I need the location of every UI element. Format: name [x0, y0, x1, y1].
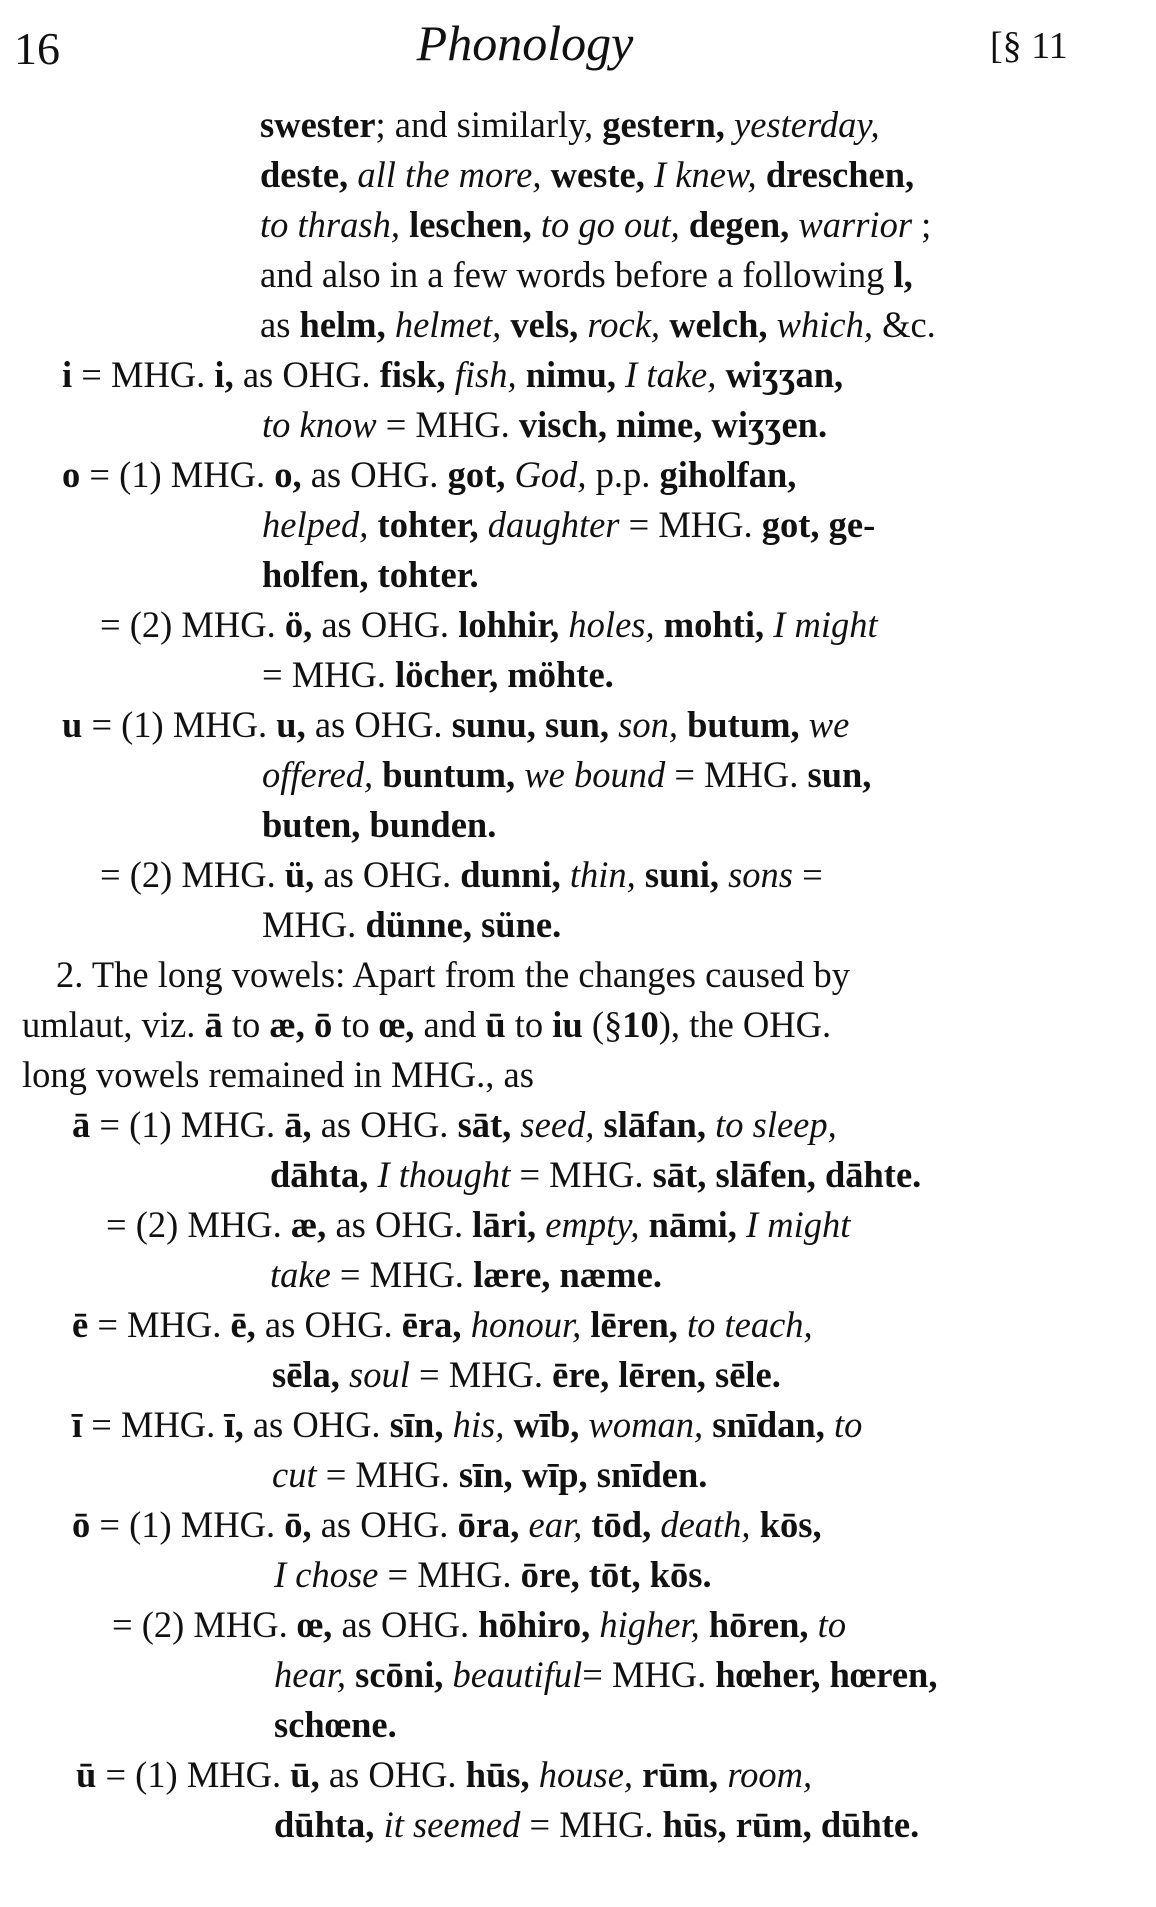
text-run: (§: [582, 1004, 623, 1045]
text-line: [260, 100, 880, 150]
italic-gloss: to go out,: [540, 204, 680, 245]
bold-term: wiʒʒan,: [725, 354, 844, 395]
italic-gloss: cut: [272, 1454, 317, 1495]
italic-gloss: helmet,: [394, 304, 502, 345]
text-run: &c.: [872, 304, 936, 345]
bold-term: sāt, slāfen, dāhte.: [652, 1154, 922, 1195]
italic-gloss: to sleep,: [715, 1104, 837, 1145]
bold-term: mohti,: [663, 604, 765, 645]
text-run: = MHG.: [88, 1304, 231, 1345]
text-run: [764, 604, 773, 645]
italic-gloss: house,: [538, 1754, 634, 1795]
text-run: [515, 754, 524, 795]
italic-gloss: soul: [349, 1354, 410, 1395]
text-line: [56, 950, 850, 1000]
text-run: to: [505, 1004, 553, 1045]
text-run: = MHG.: [316, 1454, 459, 1495]
italic-gloss: to teach,: [687, 1304, 813, 1345]
text-run: [536, 1204, 545, 1245]
text-run: p.p.: [586, 454, 660, 495]
italic-gloss: higher,: [599, 1604, 700, 1645]
text-run: = MHG.: [376, 404, 519, 445]
italic-gloss: rock,: [587, 304, 661, 345]
bold-term: l,: [893, 254, 913, 295]
bold-term: hœher, hœren,: [715, 1654, 938, 1695]
text-line: [270, 1250, 662, 1300]
italic-gloss: holes,: [568, 604, 655, 645]
text-line: [22, 1000, 831, 1050]
italic-gloss: thin,: [569, 854, 636, 895]
bold-term: buntum,: [382, 754, 516, 795]
text-run: as OHG.: [312, 604, 459, 645]
text-line: [260, 300, 936, 350]
text-run: [640, 1204, 649, 1245]
text-run: [348, 154, 357, 195]
bold-term: dreschen,: [765, 154, 915, 195]
running-header: [0, 14, 1156, 74]
text-run: = MHG.: [262, 654, 396, 695]
bold-term: ōra,: [457, 1504, 520, 1545]
italic-gloss: honour,: [470, 1304, 582, 1345]
bold-term: swester: [260, 104, 376, 145]
text-run: = MHG.: [665, 754, 808, 795]
italic-gloss: death,: [660, 1504, 751, 1545]
text-run: [616, 354, 625, 395]
text-run: [703, 1404, 712, 1445]
bold-term: helm,: [299, 304, 386, 345]
bold-term: nāmi,: [648, 1204, 737, 1245]
text-run: [581, 1304, 590, 1345]
text-run: [645, 154, 654, 195]
text-line: [262, 400, 827, 450]
text-run: [517, 354, 526, 395]
text-run: [590, 1604, 599, 1645]
text-run: long vowels remained in MHG., as: [22, 1054, 534, 1095]
text-run: [757, 154, 766, 195]
bold-term: ū: [76, 1754, 97, 1795]
italic-gloss: I might: [773, 604, 878, 645]
text-run: as OHG.: [305, 704, 452, 745]
text-run: [809, 1604, 818, 1645]
text-run: [346, 1654, 355, 1695]
text-run: [305, 1004, 314, 1045]
bold-term: sēla,: [272, 1354, 340, 1395]
italic-gloss: daughter: [487, 504, 620, 545]
text-line: [274, 1700, 397, 1750]
italic-gloss: to: [817, 1604, 847, 1645]
bold-term: rūm,: [642, 1754, 719, 1795]
bold-term: sunu, sun,: [451, 704, 609, 745]
text-run: as: [260, 304, 300, 345]
bold-term: vels,: [510, 304, 579, 345]
page-number: 16: [14, 23, 60, 74]
bold-term: hōren,: [708, 1604, 809, 1645]
text-line: [62, 350, 843, 400]
text-line: [72, 1500, 822, 1550]
text-run: [718, 1754, 727, 1795]
bold-term: iu: [552, 1004, 583, 1045]
text-run: [374, 1804, 383, 1845]
text-run: [594, 1104, 603, 1145]
text-run: = (1) MHG.: [90, 1104, 285, 1145]
text-run: as OHG.: [301, 454, 448, 495]
italic-gloss: I thought: [377, 1154, 511, 1195]
bold-term: ē,: [230, 1304, 256, 1345]
bold-term: ö,: [284, 604, 313, 645]
text-line: [274, 1650, 937, 1700]
bold-term: u: [62, 704, 83, 745]
text-run: [706, 1104, 715, 1145]
bold-term: weste,: [550, 154, 645, 195]
bold-term: giholfan,: [659, 454, 797, 495]
bold-term: ōre, tōt, kōs.: [520, 1554, 712, 1595]
text-run: [636, 854, 645, 895]
text-run: [660, 304, 669, 345]
text-run: [519, 1504, 528, 1545]
text-run: [655, 604, 664, 645]
italic-gloss: hear,: [274, 1654, 346, 1695]
bold-term: œ,: [378, 1004, 415, 1045]
text-run: as OHG.: [311, 1504, 458, 1545]
text-run: as OHG.: [319, 1754, 466, 1795]
text-run: MHG.: [262, 904, 366, 945]
text-line: [100, 600, 878, 650]
bold-term: lēren,: [590, 1304, 678, 1345]
bold-term: i,: [214, 354, 234, 395]
italic-gloss: yesterday,: [734, 104, 880, 145]
bold-term: lāri,: [472, 1204, 537, 1245]
text-line: [106, 1200, 850, 1250]
text-run: [579, 1404, 588, 1445]
italic-gloss: it seemed: [383, 1804, 521, 1845]
italic-gloss: warrior: [798, 204, 913, 245]
bold-term: sāt,: [457, 1104, 512, 1145]
text-run: as OHG.: [314, 854, 461, 895]
italic-gloss: room,: [727, 1754, 813, 1795]
italic-gloss: sons: [728, 854, 794, 895]
text-line: [260, 150, 914, 200]
bold-term: degen,: [688, 204, 790, 245]
bold-term: ēra,: [401, 1304, 462, 1345]
text-run: = MHG.: [582, 1654, 716, 1695]
italic-gloss: we bound: [524, 754, 666, 795]
bold-term: u,: [276, 704, 306, 745]
text-line: [22, 1050, 534, 1100]
italic-gloss: I might: [746, 1204, 851, 1245]
italic-gloss: I chose: [274, 1554, 379, 1595]
text-run: = (1) MHG.: [96, 1754, 291, 1795]
text-run: = MHG.: [72, 354, 215, 395]
text-line: [274, 1550, 712, 1600]
text-run: [479, 504, 488, 545]
bold-term: dunni,: [460, 854, 561, 895]
italic-gloss: I knew,: [653, 154, 757, 195]
text-line: [100, 850, 823, 900]
text-line: [262, 550, 479, 600]
text-run: [462, 1304, 471, 1345]
text-run: ;: [912, 204, 932, 245]
text-line: [262, 650, 614, 700]
text-run: [501, 304, 510, 345]
bold-term: nimu,: [525, 354, 617, 395]
text-run: = MHG.: [619, 504, 762, 545]
bold-term: lohhir,: [458, 604, 560, 645]
text-line: [72, 1300, 813, 1350]
text-run: [373, 754, 382, 795]
text-run: [609, 704, 618, 745]
bold-term: dünne, süne.: [365, 904, 562, 945]
text-run: [446, 354, 455, 395]
bold-term: ā,: [284, 1104, 312, 1145]
text-run: [582, 1504, 591, 1545]
italic-gloss: take: [270, 1254, 331, 1295]
text-run: [725, 104, 734, 145]
bold-term: hōhiro,: [478, 1604, 591, 1645]
page-title: Phonology: [416, 15, 634, 71]
text-run: = (2) MHG.: [112, 1604, 297, 1645]
bold-term: æ,: [290, 1204, 327, 1245]
text-line: [262, 800, 496, 850]
bold-term: visch, nime, wiʒʒen.: [518, 404, 828, 445]
bold-term: ē: [72, 1304, 89, 1345]
italic-gloss: offered,: [262, 754, 374, 795]
bold-term: schœne.: [274, 1704, 397, 1745]
bold-term: got,: [447, 454, 506, 495]
bold-term: dūhta,: [274, 1804, 375, 1845]
bold-term: ī,: [224, 1404, 244, 1445]
text-run: umlaut, viz.: [22, 1004, 205, 1045]
bold-term: hūs, rūm, dūhte.: [662, 1804, 920, 1845]
bold-term: leschen,: [409, 204, 532, 245]
text-run: [719, 854, 728, 895]
bold-term: slāfan,: [603, 1104, 706, 1145]
italic-gloss: beautiful: [452, 1654, 583, 1695]
text-run: as OHG.: [311, 1104, 458, 1145]
text-line: [112, 1600, 846, 1650]
text-run: = (2) MHG.: [100, 854, 285, 895]
bold-term: o: [62, 454, 81, 495]
text-run: as OHG.: [255, 1304, 402, 1345]
text-line: [262, 900, 561, 950]
text-line: [272, 1450, 707, 1500]
italic-gloss: we: [808, 704, 850, 745]
bold-term: ī: [72, 1404, 83, 1445]
text-line: [72, 1100, 837, 1150]
text-run: = (1) MHG.: [82, 704, 277, 745]
bold-term: ēre, lēren, sēle.: [552, 1354, 781, 1395]
text-run: = (2) MHG.: [100, 604, 285, 645]
text-run: = MHG.: [510, 1154, 653, 1195]
italic-gloss: ear,: [528, 1504, 583, 1545]
bold-term: o,: [274, 454, 302, 495]
bold-term: fisk,: [379, 354, 446, 395]
italic-gloss: his,: [452, 1404, 505, 1445]
text-run: = (1) MHG.: [90, 1504, 285, 1545]
text-run: = MHG.: [520, 1804, 663, 1845]
text-line: [262, 500, 875, 550]
italic-gloss: to thrash,: [260, 204, 400, 245]
text-run: to: [222, 1004, 270, 1045]
text-run: = MHG.: [82, 1404, 225, 1445]
bold-term: dāhta,: [270, 1154, 369, 1195]
italic-gloss: fish,: [454, 354, 517, 395]
italic-gloss: which,: [776, 304, 873, 345]
section-reference: [§ 11: [990, 25, 1068, 67]
text-run: and also in a few words before a following: [260, 254, 894, 295]
italic-gloss: I take,: [625, 354, 717, 395]
bold-term: lære, næme.: [473, 1254, 662, 1295]
text-run: [680, 204, 689, 245]
text-line: [274, 1800, 919, 1850]
bold-term: i: [62, 354, 73, 395]
bold-term: ü,: [284, 854, 315, 895]
text-run: [530, 1754, 539, 1795]
text-line: [260, 200, 931, 250]
bold-term: sun,: [807, 754, 872, 795]
italic-gloss: seed,: [520, 1104, 595, 1145]
text-run: [651, 1504, 660, 1545]
text-run: = (2) MHG.: [106, 1204, 291, 1245]
text-run: [368, 504, 377, 545]
bold-term: ā: [72, 1104, 91, 1145]
bold-term: scōni,: [355, 1654, 444, 1695]
text-run: = (1) MHG.: [80, 454, 275, 495]
text-line: [76, 1750, 812, 1800]
bold-term: got, ge-: [761, 504, 876, 545]
bold-term: welch,: [669, 304, 768, 345]
text-run: = MHG.: [330, 1254, 474, 1295]
italic-gloss: empty,: [545, 1204, 640, 1245]
italic-gloss: to know: [262, 404, 377, 445]
text-run: [678, 1304, 687, 1345]
text-run: and: [414, 1004, 486, 1045]
bold-term: butum,: [687, 704, 800, 745]
text-line: [62, 700, 849, 750]
bold-term: tōd,: [591, 1504, 652, 1545]
bold-term: æ,: [269, 1004, 305, 1045]
bold-term: ū,: [290, 1754, 320, 1795]
text-run: = MHG.: [378, 1554, 521, 1595]
bold-term: holfen, tohter.: [262, 554, 479, 595]
bold-term: 10: [622, 1004, 659, 1045]
text-run: [751, 1504, 760, 1545]
text-line: [62, 450, 796, 500]
bold-term: kōs,: [759, 1504, 822, 1545]
italic-gloss: helped,: [262, 504, 369, 545]
italic-gloss: all the more,: [357, 154, 542, 195]
text-line: [262, 750, 871, 800]
text-run: [561, 854, 570, 895]
bold-term: tohter,: [377, 504, 479, 545]
bold-term: ū: [485, 1004, 506, 1045]
italic-gloss: God,: [514, 454, 587, 495]
text-line: [72, 1400, 862, 1450]
text-line: [260, 250, 913, 300]
text-line: [270, 1150, 921, 1200]
bold-term: sīn, wīp, snīden.: [458, 1454, 708, 1495]
text-run: =: [793, 854, 823, 895]
text-run: [825, 1404, 834, 1445]
text-run: [700, 1604, 709, 1645]
bold-term: œ,: [296, 1604, 333, 1645]
text-run: as OHG.: [233, 354, 380, 395]
italic-gloss: woman,: [588, 1404, 704, 1445]
italic-gloss: to: [833, 1404, 863, 1445]
text-run: as OHG.: [243, 1404, 390, 1445]
bold-term: gestern,: [602, 104, 725, 145]
text-line: [272, 1350, 781, 1400]
text-run: [340, 1354, 349, 1395]
bold-term: ā: [204, 1004, 223, 1045]
text-run: [368, 1154, 377, 1195]
text-run: to: [332, 1004, 379, 1045]
text-run: = MHG.: [409, 1354, 553, 1395]
text-run: [400, 204, 409, 245]
text-run: as OHG.: [326, 1204, 473, 1245]
italic-gloss: son,: [618, 704, 678, 745]
text-run: ), the OHG.: [658, 1004, 832, 1045]
bold-term: ō,: [284, 1504, 312, 1545]
bold-term: löcher, möhte.: [395, 654, 614, 695]
bold-term: snīdan,: [712, 1404, 825, 1445]
bold-term: hūs,: [465, 1754, 530, 1795]
bold-term: wīb,: [513, 1404, 580, 1445]
text-run: [768, 304, 777, 345]
text-run: [386, 304, 395, 345]
text-run: [678, 704, 687, 745]
text-run: [800, 704, 809, 745]
text-run: [737, 1204, 746, 1245]
bold-term: sīn,: [389, 1404, 444, 1445]
bold-term: deste,: [260, 154, 349, 195]
text-run: 2. The long vowels: Apart from the changes caused by: [56, 954, 851, 995]
bold-term: ō: [72, 1504, 91, 1545]
text-run: ; and similarly,: [375, 104, 603, 145]
text-run: [443, 1404, 452, 1445]
bold-term: suni,: [644, 854, 719, 895]
bold-term: buten, bunden.: [262, 804, 497, 845]
text-run: [541, 154, 550, 195]
text-run: as OHG.: [332, 1604, 479, 1645]
text-run: [633, 1754, 642, 1795]
text-run: [532, 204, 541, 245]
bold-term: ō: [313, 1004, 333, 1045]
